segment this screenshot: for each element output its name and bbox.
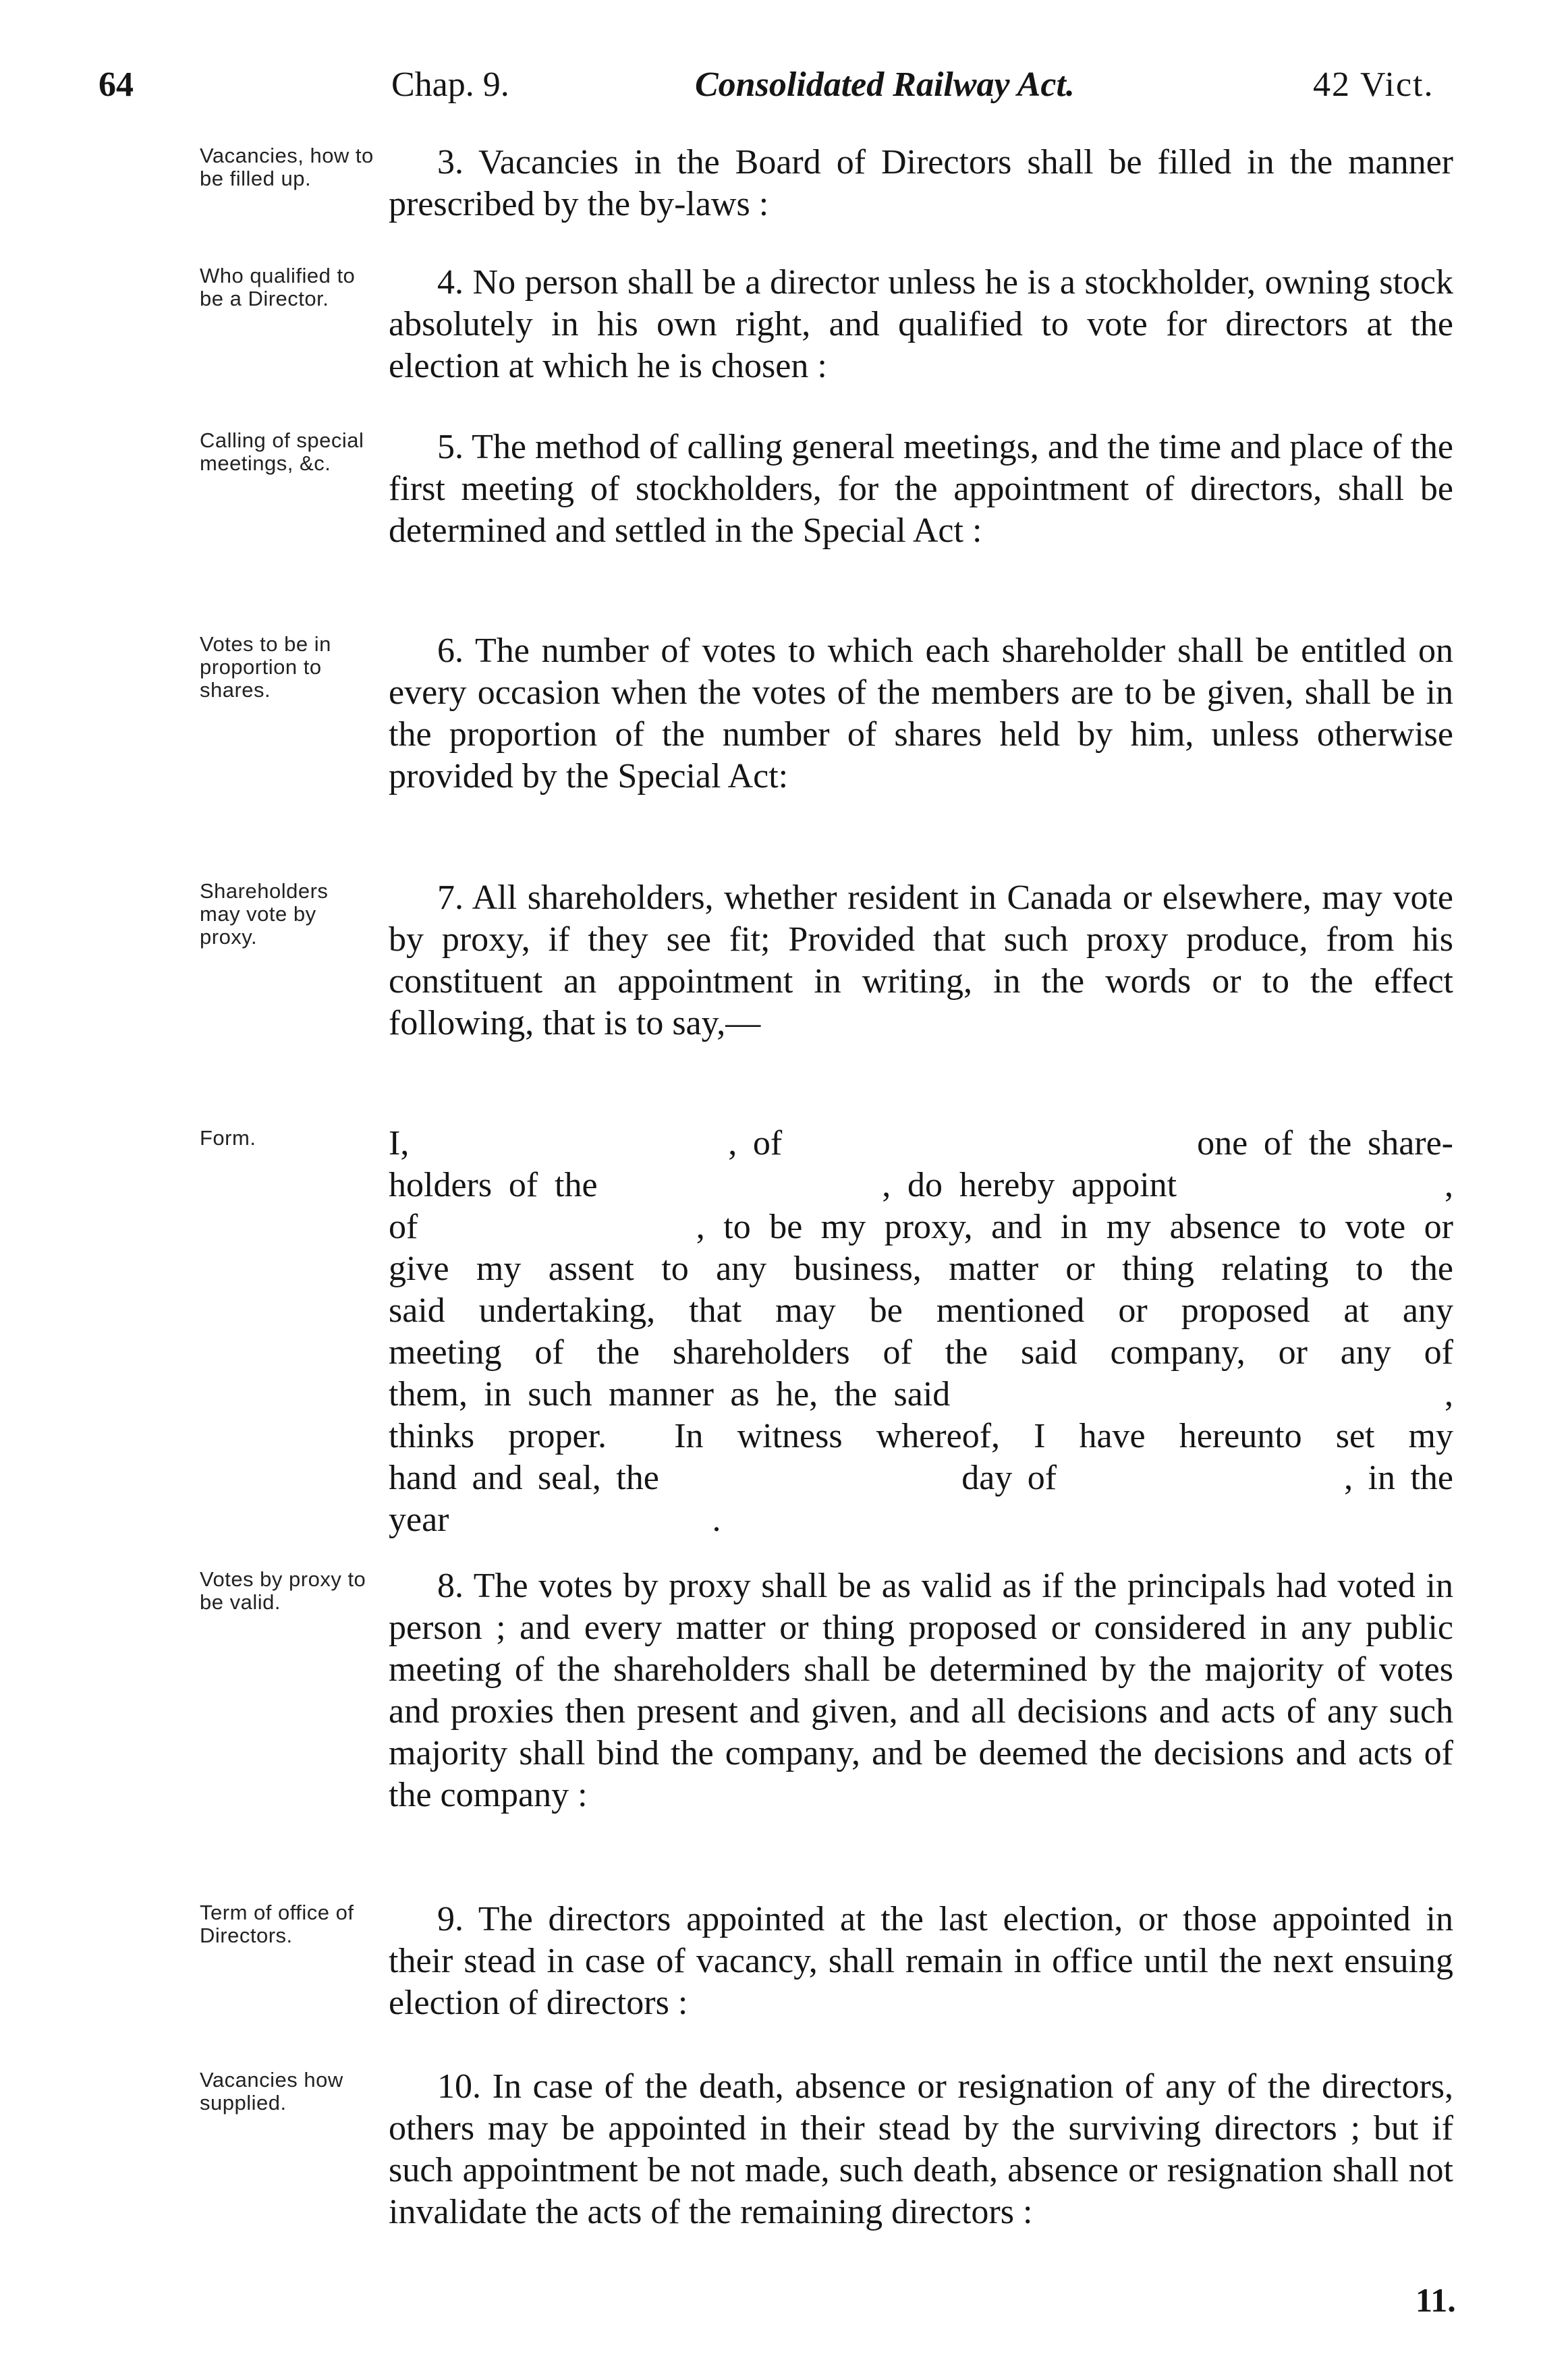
margin-note: Form.	[200, 1126, 256, 1150]
regnal-year: 42 Vict.	[1313, 65, 1434, 104]
form-line: said undertaking, that may be mentioned or proposed at any	[389, 1291, 1453, 1330]
paragraph: 7. All shareholders, whether resident in Canada or elsewhere, may vote by proxy, if they see fit; Provided that such proxy produce, from his constituent an appointment in writing, in the words or to the effect following, that is to say,—	[389, 878, 1453, 1042]
section-text	[389, 1899, 1453, 2024]
section-text	[389, 2066, 1453, 2233]
paragraph: 5. The method of calling general meetings, and the time and place of the first meeting of stockholders, for the appointment of directors, shall be determined and settled in the Special Act :	[389, 428, 1453, 550]
form-line: I, , of one of the share-	[389, 1124, 1453, 1163]
section-text	[389, 426, 1453, 552]
margin-note: Shareholders may vote by proxy.	[200, 879, 329, 949]
paragraph: 8. The votes by proxy shall be as valid as if the principals had voted in person ; and every matter or thing proposed or considered in any public meeting of the shareholders shall be determined by the majority of votes and proxies then present and given, and all decisions and acts of any such majority shall bind the company, and be deemed the decisions and acts of the company :	[389, 1567, 1453, 1814]
margin-note: Calling of special meetings, &c.	[200, 428, 364, 475]
form-line: year .	[389, 1501, 721, 1539]
form-line: meeting of the shareholders of the said company, or any of	[389, 1333, 1453, 1372]
form-line: them, in such manner as he, the said ,	[389, 1375, 1453, 1414]
paragraph: 10. In case of the death, absence or resignation of any of the directors, others may be appointed in their stead by the surviving directors ; but if such appointment be not made, such death, absence or resignation shall not invalidate the acts of the remaining directors :	[389, 2067, 1453, 2231]
paragraph: 4. No person shall be a director unless he is a stockholder, owning stock absolutely in his own right, and qualified to vote for directors at the election at which he is chosen :	[389, 263, 1453, 385]
section-text	[389, 262, 1453, 387]
margin-note: Vacancies, how to be filled up.	[200, 144, 374, 190]
section-text	[389, 877, 1453, 1044]
paragraph: 9. The directors appointed at the last election, or those appointed in their stead in case of vacancy, shall remain in office until the next ensuing election of directors :	[389, 1900, 1453, 2022]
running-header	[0, 65, 1568, 119]
section-text	[389, 142, 1453, 225]
form-line: thinks proper. In witness whereof, I have hereunto set my	[389, 1417, 1453, 1455]
section-text	[389, 630, 1453, 797]
paragraph: 6. The number of votes to which each shareholder shall be entitled on every occasion when the votes of the members are to be given, shall be in the proportion of the number of shares held by him, unless otherwise provided by the Special Act:	[389, 632, 1453, 795]
page-number: 64	[99, 65, 134, 104]
form-line: of , to be my proxy, and in my absence to vote or	[389, 1208, 1453, 1246]
margin-note: Votes to be in proportion to shares.	[200, 632, 331, 702]
paragraph: 3. Vacancies in the Board of Directors shall be filled in the manner prescribed by the by-laws :	[389, 143, 1453, 223]
margin-note: Term of office of Directors.	[200, 1901, 354, 1947]
margin-note: Who qualified to be a Director.	[200, 264, 356, 310]
form-line: give my assent to any business, matter or thing relating to the	[389, 1250, 1453, 1288]
catchword: 11.	[1416, 2281, 1456, 2319]
act-title: Consolidated Railway Act.	[695, 65, 1075, 104]
margin-note: Votes by proxy to be valid.	[200, 1567, 366, 1614]
margin-note: Vacancies how supplied.	[200, 2068, 343, 2115]
form-line: holders of the , do hereby appoint ,	[389, 1166, 1453, 1204]
chapter-label: Chap. 9.	[391, 65, 509, 104]
section-text	[389, 1565, 1453, 1816]
form-text	[389, 1123, 1453, 1541]
form-line: hand and seal, the day of , in the	[389, 1459, 1453, 1497]
